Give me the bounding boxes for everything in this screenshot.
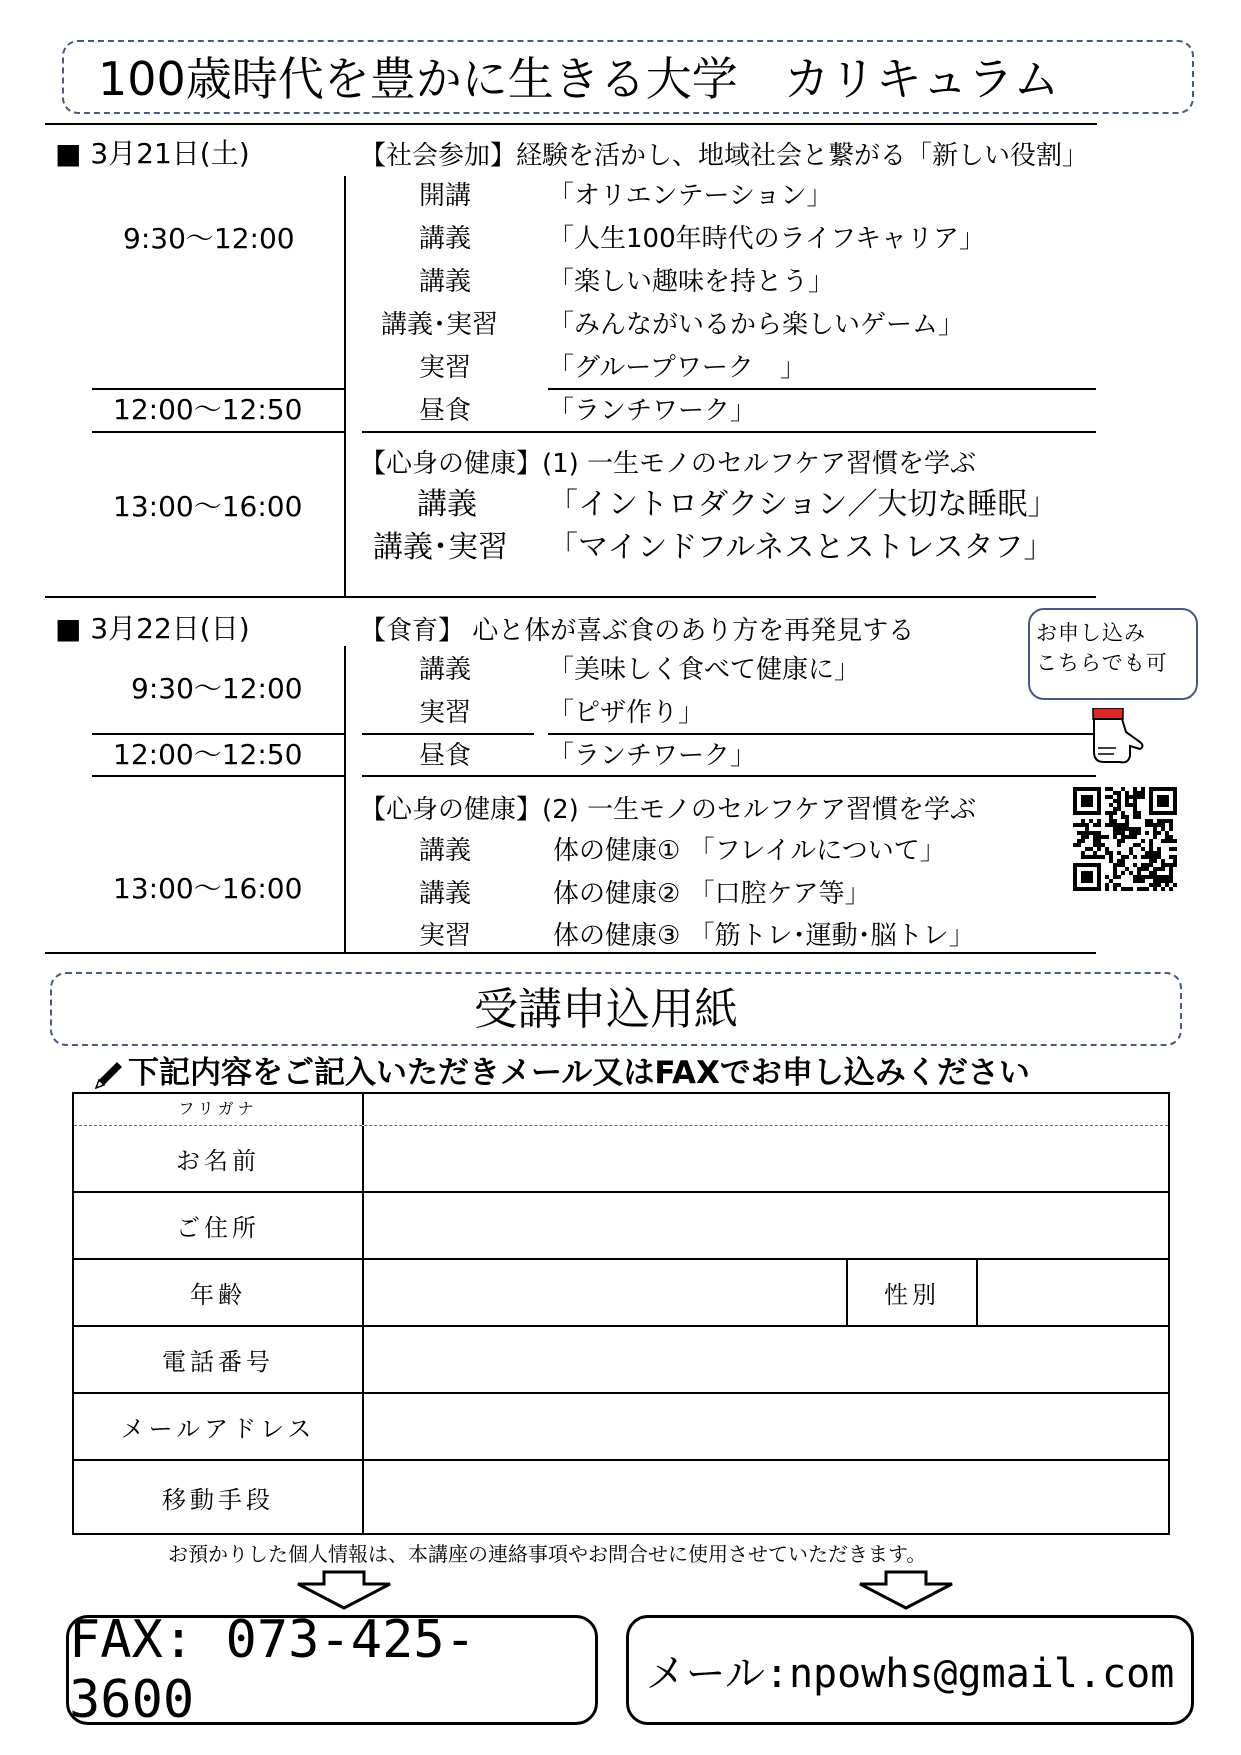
day1-afternoon-theme: 【心身の健康】(1) 一生モノのセルフケア習慣を学ぶ — [360, 449, 977, 479]
transport-label: 移動手段 — [74, 1461, 364, 1533]
page-title: 100歳時代を豊かに生きる大学 カリキュラム — [98, 52, 1060, 106]
day2-lunch-type: 昼食 — [419, 741, 472, 771]
day1-lunch-bottom-right — [362, 431, 1096, 433]
day2-session-title: 「ピザ作り」 — [548, 698, 705, 728]
day2-session-type: 講義 — [419, 879, 472, 909]
application-form — [72, 1092, 1170, 1535]
gender-field[interactable] — [978, 1260, 1168, 1325]
email-field[interactable] — [364, 1394, 1168, 1459]
day1-date: ■ 3月21日(土) — [55, 137, 250, 170]
day2-lunch-top-left — [92, 733, 345, 735]
day2-lunch-top-mid — [362, 733, 534, 735]
day1-session-type: 講義 — [419, 224, 472, 254]
down-arrow-icon — [294, 1570, 394, 1610]
day1-session-title: 「グループワーク 」 — [548, 353, 806, 383]
day2-lunch-top-right — [548, 733, 1096, 735]
form-instruction: 下記内容をご記入いただきメール又はFAXでお申し込みください — [128, 1055, 1030, 1091]
callout-line1: お申し込み — [1036, 621, 1146, 645]
address-row — [74, 1193, 1168, 1260]
name-label: お名前 — [74, 1126, 364, 1191]
transport-field[interactable] — [364, 1461, 1168, 1533]
day2-date: ■ 3月22日(日) — [55, 612, 250, 645]
qr-code-icon[interactable] — [1073, 787, 1177, 891]
day2-lunch-bottom-right — [362, 775, 1096, 777]
day1-theme: 【社会参加】経験を活かし、地域社会と繋がる「新しい役割」 — [360, 141, 1089, 171]
age-label: 年齢 — [74, 1260, 364, 1325]
furigana-row — [74, 1094, 1168, 1126]
day1-lunch-type: 昼食 — [419, 396, 472, 426]
email-label: メールアドレス — [74, 1394, 364, 1459]
email-row — [74, 1394, 1168, 1461]
day1-session-title: 「マインドフルネスとストレスタフ」 — [548, 530, 1054, 565]
day1-session-type: 講義･実習 — [381, 310, 499, 340]
transport-row — [74, 1461, 1168, 1533]
day2-bottom-line — [45, 952, 1096, 954]
day2-session-type: 実習 — [419, 921, 472, 951]
mail-address: メール:npowhs@gmail.com — [645, 1650, 1175, 1697]
down-arrow-icon — [856, 1570, 956, 1610]
address-label: ご住所 — [74, 1193, 364, 1258]
furigana-field[interactable] — [364, 1094, 1168, 1125]
day2-afternoon-time: 13:00〜16:00 — [113, 872, 303, 905]
day2-afternoon-theme: 【心身の健康】(2) 一生モノのセルフケア習慣を学ぶ — [360, 795, 977, 825]
day2-lunch-title: 「ランチワーク」 — [548, 741, 757, 771]
callout-bubble — [1028, 608, 1198, 700]
day2-session-type: 講義 — [419, 655, 472, 685]
day2-session-title: 体の健康① 「フレイルについて」 — [553, 836, 946, 866]
day1-session-title: 「みんながいるから楽しいゲーム」 — [548, 310, 965, 340]
privacy-note: お預かりした個人情報は、本講座の連絡事項やお問合せに使用させていただきます。 — [168, 1542, 927, 1566]
day2-session-type: 講義 — [419, 836, 472, 866]
day1-lunch-bottom-left — [92, 431, 345, 433]
day1-session-type: 開講 — [419, 181, 472, 211]
day2-theme: 【食育】 心と体が喜ぶ食のあり方を再発見する — [360, 616, 915, 646]
phone-label: 電話番号 — [74, 1327, 364, 1392]
day1-lunch-title: 「ランチワーク」 — [548, 396, 757, 426]
day1-afternoon-time: 13:00〜16:00 — [113, 490, 303, 523]
furigana-label: フリガナ — [74, 1094, 364, 1125]
day2-session-title: 体の健康③ 「筋トレ･運動･脳トレ」 — [553, 921, 975, 951]
day1-lunch-top-left — [92, 388, 345, 390]
day1-session-type: 講義･実習 — [373, 530, 508, 565]
name-row — [74, 1126, 1168, 1193]
day1-bottom-line — [45, 596, 1096, 598]
fax-number: FAX: 073-425-3600 — [69, 1610, 476, 1730]
day1-session-title: 「楽しい趣味を持とう」 — [548, 267, 835, 297]
title-underline — [45, 123, 1097, 125]
phone-row — [74, 1327, 1168, 1394]
day2-morning-time: 9:30〜12:00 — [131, 672, 303, 705]
form-title: 受講申込用紙 — [474, 984, 738, 1035]
day1-lunch-time: 12:00〜12:50 — [113, 393, 303, 426]
day1-divider — [344, 176, 346, 596]
pointing-hand-icon — [1090, 708, 1146, 770]
name-field[interactable] — [364, 1126, 1168, 1191]
address-field[interactable] — [364, 1193, 1168, 1258]
day1-session-title: 「イントロダクション／大切な睡眠」 — [548, 487, 1058, 522]
day2-lunch-bottom-left — [92, 775, 345, 777]
day2-lunch-time: 12:00〜12:50 — [113, 738, 303, 771]
day1-session-type: 講義 — [419, 267, 472, 297]
day1-session-type: 実習 — [419, 353, 472, 383]
fax-box[interactable] — [66, 1610, 598, 1730]
day1-lunch-top-right — [548, 388, 1096, 390]
day2-divider — [344, 646, 346, 952]
age-gender-row — [74, 1260, 1168, 1327]
phone-field[interactable] — [364, 1327, 1168, 1392]
day1-session-type: 講義 — [417, 487, 477, 522]
day2-session-title: 「美味しく食べて健康に」 — [548, 655, 861, 685]
callout-line2: こちらでも可 — [1036, 651, 1168, 675]
day1-morning-time: 9:30〜12:00 — [123, 222, 295, 255]
day1-session-title: 「オリエンテーション」 — [548, 181, 833, 211]
mail-box[interactable] — [626, 1615, 1194, 1725]
age-field[interactable] — [364, 1260, 848, 1325]
day2-session-type: 実習 — [419, 698, 472, 728]
pencil-icon — [92, 1058, 126, 1092]
gender-label: 性別 — [848, 1260, 978, 1325]
day2-session-title: 体の健康② 「口腔ケア等」 — [553, 879, 871, 909]
day1-session-title: 「人生100年時代のライフキャリア」 — [548, 224, 986, 254]
